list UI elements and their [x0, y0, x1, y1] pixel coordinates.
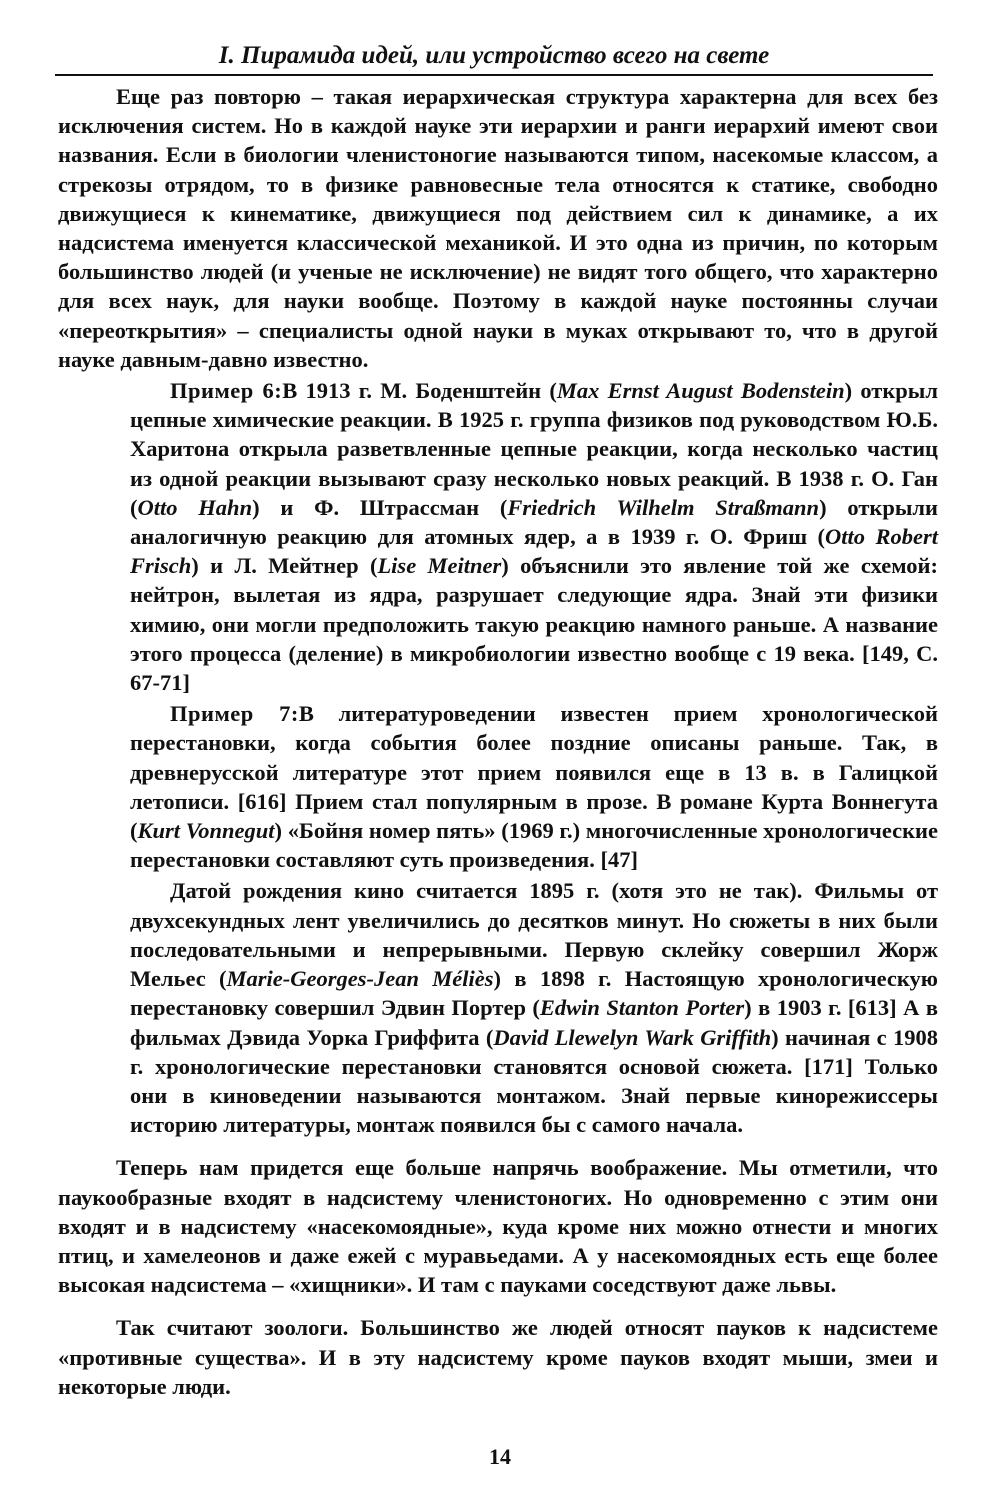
example-6-text: ) и Ф. Штрассман (: [252, 494, 508, 520]
body-text: [58, 82, 938, 1401]
cinema-text: ) в 1898 г. Настоящую хронологическую перестановку совершил Эдвин Портер (: [130, 966, 938, 1021]
example-7-text: ) «Бойня номер пять» (1969 г.) многочисленные хронологические перестановки составляют суть произведения. [47]: [130, 818, 938, 873]
name-porter: Edwin Stanton Porter: [539, 995, 745, 1021]
name-frisch: Otto Robert Frisch: [130, 524, 938, 579]
cinema-text: Датой рождения кино считается 1895 г. (хотя это не так). Фильмы от двухсекундных лент увеличились до десятков минут. Но сюжеты в них были последовательными и непрерывными. Первую склейку совершил Жорж Мельес (: [130, 878, 938, 992]
page-number: 14: [489, 1444, 511, 1469]
name-melies: Marie-Georges-Jean Méliès: [226, 966, 494, 992]
name-vonnegut: Kurt Vonnegut: [137, 818, 275, 844]
name-strassmann: Friedrich Wilhelm Straßmann: [507, 494, 820, 520]
name-hahn: Otto Hahn: [137, 494, 253, 520]
example-6-label: Пример 6:: [170, 378, 283, 404]
running-header: I. Пирамида идей, или устройство всего на свете: [55, 40, 933, 76]
name-meitner: Lise Meitner: [377, 553, 502, 579]
example-6-text: ) объяснили это явление той же схемой: нейтрон, вылетая из ядра, разрушает следующие ядра. Знай эти физики химию, они могли предположить такую реакцию намного раньше. А название этого процесса (деление) в микробиологии известно вообще с 19 века. [149, С. 67-71]: [130, 553, 938, 696]
cinema-paragraph: [130, 876, 938, 1139]
paragraph-zoologists: Так считают зоологи. Большинство же людей относят пауков к надсистеме «противные существа». И в эту надсистему кроме пауков входят мыши, змеи и некоторые люди.: [58, 1315, 938, 1399]
name-griffith: David Llewelyn Wark Griffith: [493, 1024, 772, 1050]
example-7: [130, 699, 938, 874]
paragraph-insectivores: Теперь нам придется еще больше напрячь воображение. Мы отметили, что паукообразные входят в надсистему членистоногих. Но одновременно с этим они входят и в надсистему «насекомоядные», куда кроме них можно отнести и многих птиц, и хамелеонов и даже ежей с муравьедами. А у насекомоядных есть еще более высокая надсистема – «хищники». И там с пауками соседствуют даже львы.: [58, 1155, 938, 1298]
example-6-text: В 1913 г. М. Боденштейн (: [282, 378, 557, 404]
example-6: [130, 376, 938, 697]
cinema-text: ) в 1903 г. [613] А в фильмах Дэвида Уорка Гриффита (: [130, 995, 938, 1050]
paragraph-hierarchy: Еще раз повторю – такая иерархическая структура характерна для всех без исключения систем. Но в каждой науке эти иерархии и ранги иерархий имеют свои названия. Если в биологии членистоногие называются типом, насекомые классом, а стрекозы отрядом, то в физике равновесные тела относятся к статике, свободно движущиеся к кинематике, движущиеся под действием сил к динамике, а их надсистема именуется классической механикой. И это одна из причин, по которым большинство людей (и ученые не исключение) не видят того общего, что характерно для всех наук, для науки вообще. Поэтому в каждой науке постоянны случаи «переоткрытия» – специалисты одной науки в муках открывают то, что в другой науке давным-давно известно.: [58, 84, 938, 372]
example-7-label: Пример 7:: [170, 701, 299, 727]
example-6-text: ) открыл цепные химические реакции. В 1925 г. группа физиков под руководством Ю.Б. Харитона открыла разветвленные цепные реакции, когда несколько частиц из одной реакции вызывают сразу несколько новых реакций. В 1938 г. О. Ган (: [130, 378, 938, 520]
example-6-text: ) и Л. Мейтнер (: [191, 553, 378, 579]
example-6-text: ) открыли аналогичную реакцию для атомных ядер, а в 1939 г. О. Фриш (: [130, 494, 938, 550]
name-bodenstein: Max Ernst August Bodenstein: [556, 378, 845, 404]
example-7-text: В литературоведении известен прием хронологической перестановки, когда события более поздние описаны раньше. Так, в древнерусской литературе этот прием появился еще в 13 в. в Галицкой летописи. [616] Прием стал популярным в прозе. В романе Курта Воннегута (: [130, 701, 938, 844]
cinema-text: ) начиная с 1908 г. хронологические перестановки становятся основой сюжета. [171] Только они в киноведении называются монтажом. Знай первые кинорежиссеры историю литературы, монтаж появился бы с самого начала.: [130, 1024, 938, 1138]
